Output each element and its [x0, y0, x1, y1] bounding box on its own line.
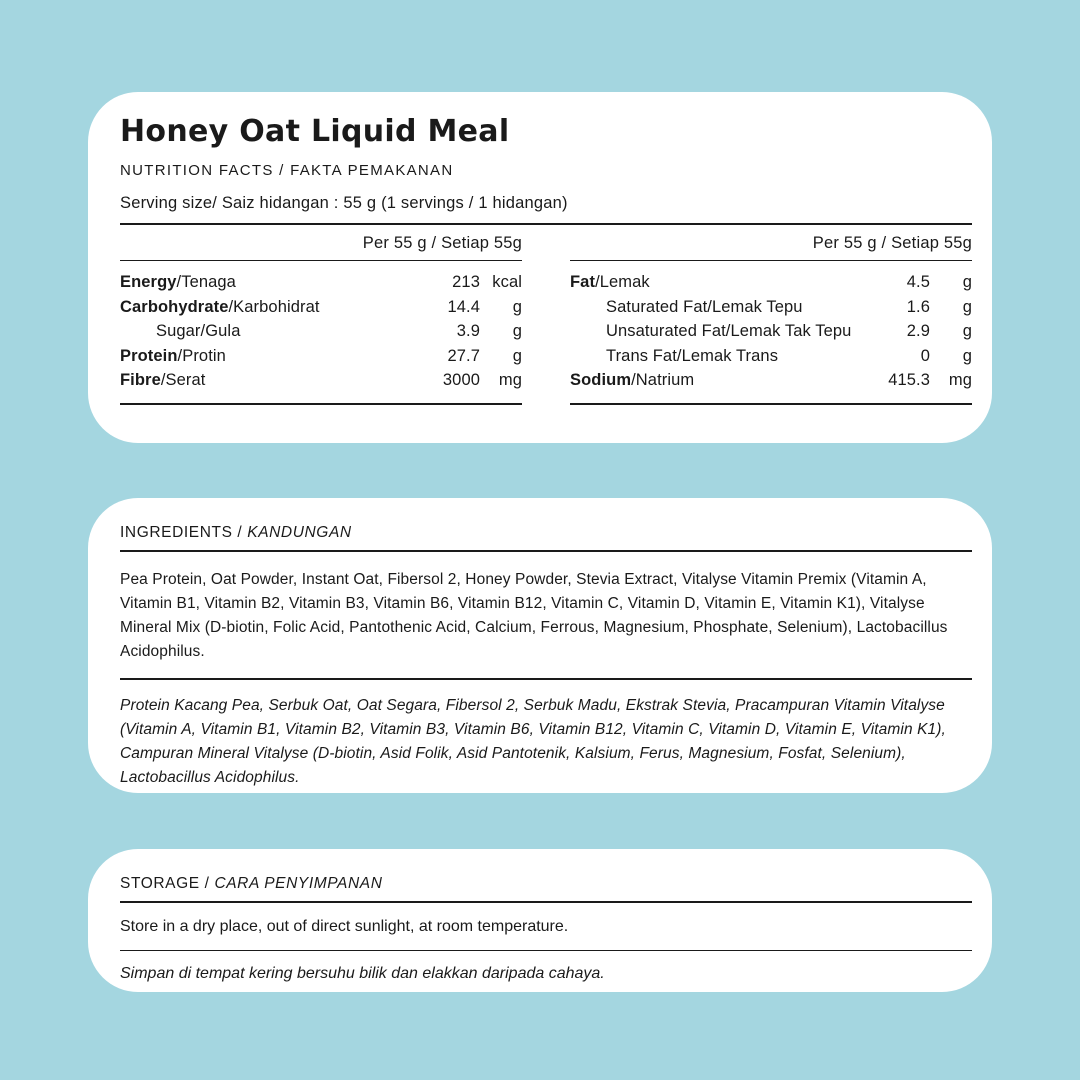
storage-header-divider	[120, 901, 972, 903]
row-value: 27.7	[447, 346, 480, 365]
ingredients-mid-divider	[120, 678, 972, 680]
storage-text-malay: Simpan di tempat kering bersuhu bilik dan elakkan daripada cahaya.	[120, 965, 605, 982]
nutrition-row	[570, 295, 972, 320]
ingredients-card	[88, 498, 992, 793]
storage-header: STORAGE / CARA PENYIMPANAN	[120, 875, 383, 892]
nutrition-row	[120, 295, 522, 320]
row-label: Saturated Fat/Lemak Tepu	[606, 297, 803, 316]
row-unit: g	[512, 322, 522, 340]
row-value: 4.5	[906, 273, 930, 291]
nutrition-row	[570, 319, 972, 344]
storage-text-english: Store in a dry place, out of direct sunlight, at room temperature.	[120, 918, 569, 935]
nutrition-row	[570, 344, 972, 369]
row-value: 1.6	[906, 297, 930, 316]
row-unit: g	[512, 346, 522, 365]
row-label: Sugar/Gula	[156, 322, 241, 340]
row-label: Unsaturated Fat/Lemak Tak Tepu	[606, 322, 852, 340]
row-value: 3000	[442, 371, 480, 389]
row-label: Fat/Lemak	[570, 273, 650, 291]
nutrition-facts-subtitle: NUTRITION FACTS / FAKTA PEMAKANAN	[120, 162, 454, 179]
nutrition-row	[120, 368, 522, 393]
row-label: Carbohydrate/Karbohidrat	[120, 297, 320, 316]
row-value: 415.3	[888, 371, 930, 389]
row-unit: kcal	[492, 273, 522, 291]
nutrition-column-right	[570, 225, 972, 405]
nutrition-row	[570, 368, 972, 393]
column-header-left: Per 55 g / Setiap 55g	[120, 225, 522, 261]
ingredients-header: INGREDIENTS / KANDUNGAN	[120, 524, 352, 541]
nutrition-column-left	[120, 225, 522, 405]
product-title: Honey Oat Liquid Meal	[120, 114, 510, 149]
row-unit: g	[962, 273, 972, 291]
row-unit: g	[962, 322, 972, 340]
ingredients-header-divider	[120, 550, 972, 552]
row-unit: g	[962, 297, 972, 316]
row-label: Protein/Protin	[120, 346, 226, 365]
serving-size-line: Serving size/ Saiz hidangan : 55 g (1 servings / 1 hidangan)	[120, 194, 568, 212]
storage-card	[88, 849, 992, 992]
ingredients-text-english: Pea Protein, Oat Powder, Instant Oat, Fibersol 2, Honey Powder, Stevia Extract, Vitalyse Vitamin Premix (Vitamin A, Vitamin B1, Vitamin B2, Vitamin B3, Vitamin B6, Vitamin B12, Vitamin C, Vitamin D, Vitamin E, Vitamin K1), Vitalyse Mineral Mix (D-biotin, Folic Acid, Pantothenic Acid, Calcium, Ferrous, Magnesium, Phosphate, Selenium), Lactobacillus Acidophilus.	[120, 571, 948, 660]
row-unit: mg	[498, 371, 522, 389]
row-unit: g	[962, 346, 972, 365]
nutrition-facts-card	[88, 92, 992, 443]
row-value: 213	[452, 273, 480, 291]
row-label: Trans Fat/Lemak Trans	[606, 346, 779, 365]
row-label: Fibre/Serat	[120, 371, 206, 389]
row-unit: g	[512, 297, 522, 316]
ingredients-text-malay: Protein Kacang Pea, Serbuk Oat, Oat Segara, Fibersol 2, Serbuk Madu, Ekstrak Stevia, Pracampuran Vitamin Vitalyse (Vitamin A, Vitamin B1, Vitamin B2, Vitamin B3, Vitamin B6, Vitamin B12, Vitamin C, Vitamin D, Vitamin E, Vitamin K1), Campuran Mineral Vitalyse (D-biotin, Asid Folik, Asid Pantotenik, Kalsium, Ferus, Magnesium, Fosfat, Selenium), Lactobacillus Acidophilus.	[120, 697, 946, 786]
row-label: Energy/Tenaga	[120, 273, 236, 291]
row-value: 2.9	[906, 322, 930, 340]
row-label: Sodium/Natrium	[570, 371, 695, 389]
row-value: 14.4	[447, 297, 480, 316]
row-unit: mg	[948, 371, 972, 389]
nutrition-row	[120, 344, 522, 369]
nutrition-rows-right	[570, 261, 972, 405]
column-header-right: Per 55 g / Setiap 55g	[570, 225, 972, 261]
row-value: 3.9	[456, 322, 480, 340]
nutrition-rows-left	[120, 261, 522, 405]
nutrition-table	[120, 225, 972, 405]
nutrition-row	[120, 319, 522, 344]
nutrition-row	[570, 270, 972, 295]
storage-mid-divider	[120, 950, 972, 951]
row-value: 0	[920, 346, 930, 365]
nutrition-row	[120, 270, 522, 295]
